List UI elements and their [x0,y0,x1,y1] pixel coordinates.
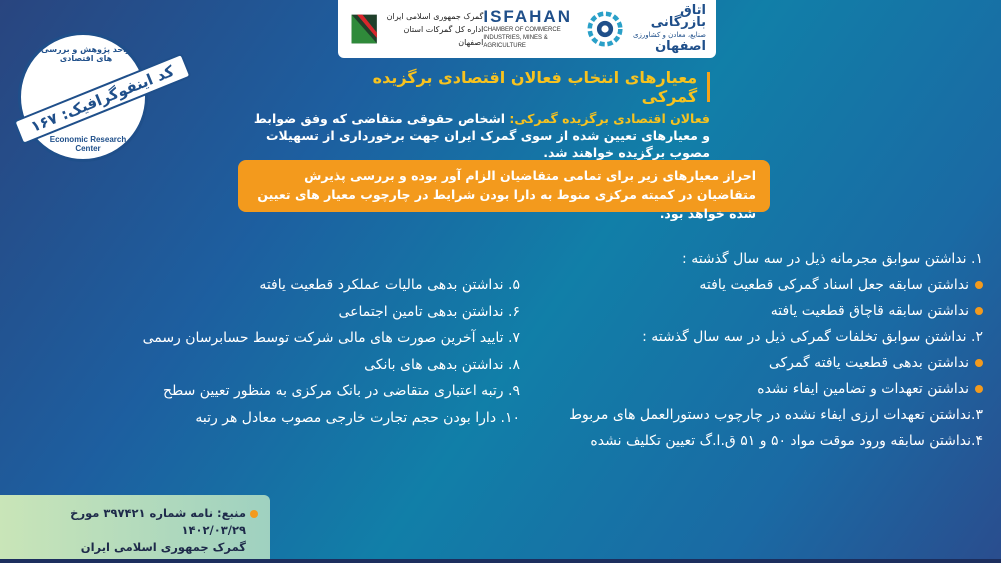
source-box [0,495,270,559]
criteria-item-1a-text: نداشتن سابقه جعل اسناد گمرکی قطعیت یافته [699,277,969,293]
title-accent-bar [707,72,710,102]
criteria-item-2b [533,376,983,402]
title-block [330,68,710,106]
chamber-en-line2: INDUSTRIES, MINES & AGRICULTURE [483,35,548,49]
criteria-item-4: ۴.نداشتن سابقه ورود موقت مواد ۵۰ و ۵۱ ق.ا.گ تعیین تکلیف نشده [590,433,983,449]
customs-emblem-icon [348,9,380,49]
criteria-left-column [40,272,520,431]
criteria-item-6: ۶. نداشتن بدهی تامین اجتماعی [338,303,520,320]
chamber-fa-line3: اصفهان [655,39,706,54]
customs-name-line1: گمرک جمهوری اسلامی ایران [386,11,484,21]
infographic-code-banner: کد اینفوگرافیک: ۱۶۷ [13,53,191,145]
stamp-ring-bottom-text: Economic Research Center [49,135,127,153]
customs-name [386,10,483,49]
source-line-1 [10,505,258,539]
criteria-item-2a [533,350,983,376]
stamp-ring-top-text: واحد پژوهش و بررسی های اقتصادی [41,45,131,63]
criteria-item-5: ۵. نداشتن بدهی مالیات عملکرد قطعیت یافته [259,277,520,293]
bullet-icon [975,359,983,367]
criteria-item-1b [533,298,983,324]
intro-highlight: فعالان اقتصادی برگزیده گمرکی: [509,111,710,126]
customs-logo [348,9,483,49]
chamber-fa-line2: صنایع، معادن و کشاورزی [632,31,706,39]
intro-text: اشخاص حقوقی متقاضی که وفق ضوابط و معیارهای تعیین شده از سوی گمرک ایران جهت برخورداری از تسهیلات مصوب برگزیده خواهند شد. [253,111,710,160]
criteria-item-2: ۲. نداشتن سوابق تخلفات گمرکی ذیل در سه سال گذشته : [642,329,983,345]
criteria-item-2b-text: نداشتن تعهدات و تضامین ایفاء نشده [757,381,969,397]
source-line-2: گمرک جمهوری اسلامی ایران [80,540,246,554]
criteria-item-10: ۱۰. دارا بودن حجم تجارت خارجی مصوب معادل هر رتبه [195,409,520,426]
chamber-en-line1: CHAMBER OF COMMERCE [483,27,561,33]
bullet-icon [250,510,258,518]
criteria-item-7: ۷. تایید آخرین صورت های مالی شرکت توسط حسابرسان رسمی [142,330,520,346]
chamber-en-title: ISFAHAN [483,7,572,26]
criteria-item-1a [533,272,983,298]
criteria-right-column [533,246,983,454]
notice-box: احراز معیارهای زیر برای تمامی متقاضیان الزام آور بوده و بررسی پذیرش متقاضیان در کمیته مرکزی منوط به دارا بودن شرایط در چارچوب معیار های تعیین شده خواهد بود. [238,160,770,212]
page-title: معیارهای انتخاب فعالان اقتصادی برگزیده گمرکی [372,68,698,106]
chamber-name-fa [629,5,706,53]
bullet-icon [975,385,983,393]
bullet-icon [975,307,983,315]
header-logo-card [338,0,716,58]
chamber-logo [483,5,706,53]
intro-paragraph [250,110,710,161]
bullet-icon [975,281,983,289]
source-line-1-text: منبع: نامه شماره ۳۹۷۴۲۱ مورخ ۱۴۰۲/۰۳/۲۹ [70,506,246,537]
criteria-item-3: ۳.نداشتن تعهدات ارزی ایفاء نشده در چارچوب دستورالعمل های مربوط [569,407,983,423]
criteria-item-2a-text: نداشتن بدهی قطعیت یافته گمرکی [768,355,969,371]
criteria-item-9: ۹. رتبه اعتباری متقاضی در بانک مرکزی به منظور تعیین سطح [163,383,520,399]
criteria-item-1: ۱. نداشتن سوابق مجرمانه ذیل در سه سال گذشته : [682,251,983,267]
customs-name-line2: اداره کل گمرکات استان اصفهان [403,24,484,47]
criteria-item-8: ۸. نداشتن بدهی های بانکی [364,356,520,373]
chamber-fa-line1: اتاق بازرگانی [650,3,706,30]
chamber-name-en [483,8,581,50]
chamber-emblem-icon [587,9,623,49]
criteria-item-1b-text: نداشتن سابقه قاچاق قطعیت یافته [770,303,969,319]
